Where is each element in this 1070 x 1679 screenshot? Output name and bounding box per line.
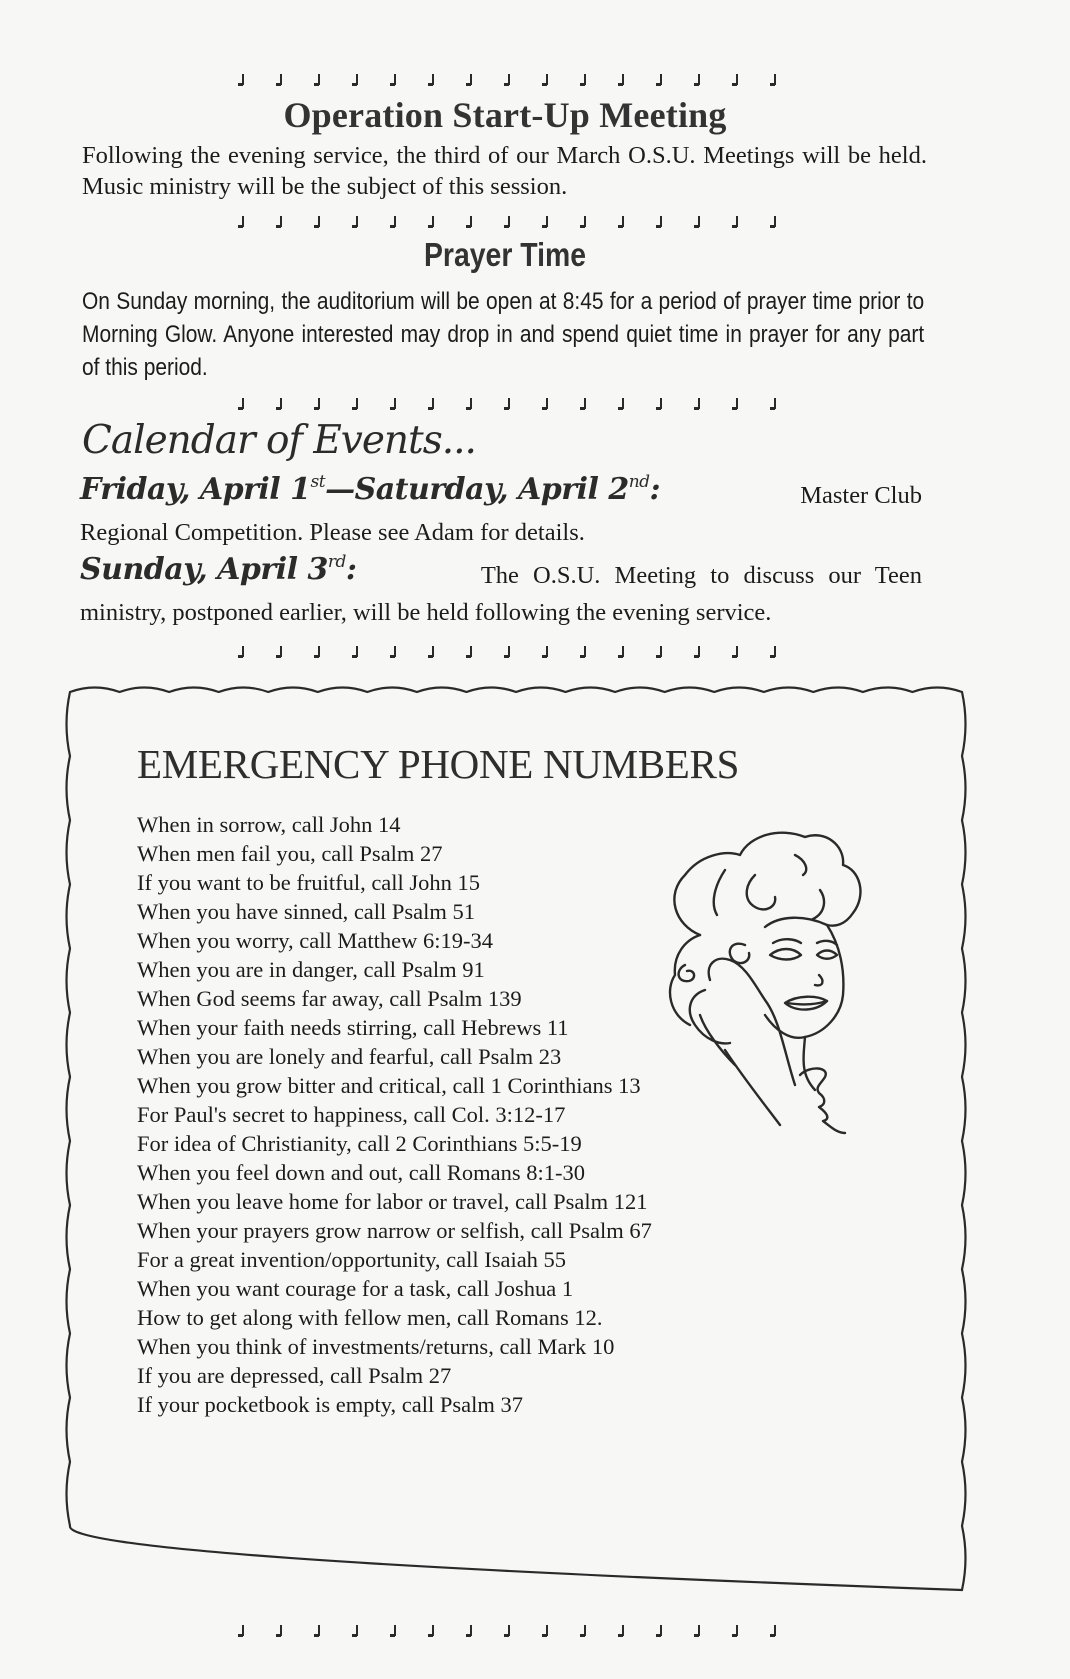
- music-note-icon: [428, 646, 436, 658]
- music-note-icon: [276, 646, 284, 658]
- music-note-icon: [694, 1625, 702, 1637]
- music-note-icon: [580, 398, 588, 410]
- emergency-list: [137, 810, 652, 1419]
- note-separator: [238, 66, 778, 86]
- music-note-icon: [466, 216, 474, 228]
- emergency-list-item: When you grow bitter and critical, call 1 Corinthians 13: [137, 1073, 641, 1098]
- music-note-icon: [656, 646, 664, 658]
- emergency-list-item: When men fail you, call Psalm 27: [137, 841, 443, 866]
- event-1-date-colon: :: [649, 472, 661, 507]
- music-note-icon: [542, 1625, 550, 1637]
- music-note-icon: [694, 398, 702, 410]
- event-1-text-line1: Master Club: [800, 482, 922, 509]
- music-note-icon: [466, 74, 474, 86]
- music-note-icon: [390, 216, 398, 228]
- music-note-icon: [428, 398, 436, 410]
- event-2-date-colon: :: [345, 552, 357, 587]
- music-note-icon: [732, 74, 740, 86]
- music-note-icon: [504, 216, 512, 228]
- music-note-icon: [732, 398, 740, 410]
- emergency-list-item: When in sorrow, call John 14: [137, 812, 401, 837]
- music-note-icon: [656, 398, 664, 410]
- music-note-icon: [352, 1625, 360, 1637]
- music-note-icon: [238, 216, 246, 228]
- music-note-icon: [618, 216, 626, 228]
- event-1-date: [80, 472, 660, 507]
- music-note-icon: [694, 646, 702, 658]
- calendar-title: Calendar of Events...: [82, 418, 476, 463]
- music-note-icon: [580, 74, 588, 86]
- emergency-list-item: When you worry, call Matthew 6:19-34: [137, 928, 493, 953]
- music-note-icon: [656, 74, 664, 86]
- music-note-icon: [504, 398, 512, 410]
- emergency-list-item: How to get along with fellow men, call Romans 12.: [137, 1305, 603, 1330]
- emergency-list-item: When you leave home for labor or travel, call Psalm 121: [137, 1189, 648, 1214]
- emergency-list-item: When you have sinned, call Psalm 51: [137, 899, 476, 924]
- music-note-icon: [580, 1625, 588, 1637]
- prayer-time-body: On Sunday morning, the auditorium will be open at 8:45 for a period of prayer time prior to Morning Glow. Anyone interested may drop in and spend quiet time in prayer for any part of this period.: [82, 288, 925, 381]
- music-note-icon: [504, 1625, 512, 1637]
- emergency-list-item: If your pocketbook is empty, call Psalm 37: [137, 1392, 523, 1417]
- calendar-event-2: [80, 552, 922, 587]
- music-note-icon: [352, 398, 360, 410]
- emergency-list-item: When you are in danger, call Psalm 91: [137, 957, 485, 982]
- note-separator: [238, 1617, 778, 1637]
- music-note-icon: [542, 398, 550, 410]
- music-note-icon: [694, 216, 702, 228]
- event-1-text-line2: Regional Competition. Please see Adam for details.: [80, 519, 585, 546]
- music-note-icon: [656, 1625, 664, 1637]
- music-note-icon: [352, 646, 360, 658]
- event-1-date-start-suffix: st: [310, 472, 326, 492]
- emergency-list-item: When your prayers grow narrow or selfish, call Psalm 67: [137, 1218, 652, 1243]
- emergency-list-item: For Paul's secret to happiness, call Col. 3:12-17: [137, 1102, 566, 1127]
- event-1-date-end: —Saturday, April 2: [325, 472, 629, 507]
- music-note-icon: [618, 646, 626, 658]
- music-note-icon: [352, 216, 360, 228]
- music-note-icon: [276, 216, 284, 228]
- music-note-icon: [314, 216, 322, 228]
- music-note-icon: [238, 1625, 246, 1637]
- emergency-list-item: When you think of investments/returns, call Mark 10: [137, 1334, 615, 1359]
- music-note-icon: [390, 398, 398, 410]
- music-note-icon: [694, 74, 702, 86]
- event-2-date-suffix: rd: [327, 552, 346, 572]
- emergency-list-item: When your faith needs stirring, call Hebrews 11: [137, 1015, 569, 1040]
- music-note-icon: [466, 398, 474, 410]
- music-note-icon: [732, 1625, 740, 1637]
- music-note-icon: [542, 646, 550, 658]
- music-note-icon: [390, 1625, 398, 1637]
- music-note-icon: [580, 216, 588, 228]
- music-note-icon: [276, 1625, 284, 1637]
- emergency-list-item: When you feel down and out, call Romans 8:1-30: [137, 1160, 586, 1185]
- prayer-time-title: Prayer Time: [423, 236, 586, 273]
- music-note-icon: [770, 74, 778, 86]
- music-note-icon: [542, 74, 550, 86]
- event-2-text-line2: ministry, postponed earlier, will be held following the evening service.: [80, 599, 772, 626]
- note-separator: [238, 390, 778, 410]
- music-note-icon: [770, 646, 778, 658]
- emergency-list-item: When God seems far away, call Psalm 139: [137, 986, 522, 1011]
- music-note-icon: [618, 1625, 626, 1637]
- event-2-date: [80, 552, 356, 587]
- event-1-date-end-suffix: nd: [628, 472, 650, 492]
- music-note-icon: [314, 398, 322, 410]
- music-note-icon: [618, 398, 626, 410]
- music-note-icon: [390, 74, 398, 86]
- emergency-list-item: When you are lonely and fearful, call Psalm 23: [137, 1044, 562, 1069]
- music-note-icon: [770, 398, 778, 410]
- music-note-icon: [352, 74, 360, 86]
- music-note-icon: [618, 74, 626, 86]
- music-note-icon: [314, 646, 322, 658]
- emergency-title: EMERGENCY PHONE NUMBERS: [137, 741, 740, 787]
- emergency-list-item: When you want courage for a task, call Joshua 1: [137, 1276, 574, 1301]
- music-note-icon: [428, 216, 436, 228]
- osu-meeting-body: Following the evening service, the third of our March O.S.U. Meetings will be held. Music ministry will be the subject of this session.: [82, 142, 927, 200]
- emergency-list-item: For a great invention/opportunity, call Isaiah 55: [137, 1247, 567, 1272]
- osu-meeting-title: Operation Start-Up Meeting: [283, 95, 727, 135]
- music-note-icon: [276, 398, 284, 410]
- calendar-event-1: [80, 472, 922, 507]
- music-note-icon: [542, 216, 550, 228]
- music-note-icon: [428, 74, 436, 86]
- music-note-icon: [276, 74, 284, 86]
- music-note-icon: [314, 1625, 322, 1637]
- music-note-icon: [504, 646, 512, 658]
- music-note-icon: [428, 1625, 436, 1637]
- music-note-icon: [466, 646, 474, 658]
- woman-on-telephone-illustration: [605, 815, 865, 1135]
- event-2-date-start: Sunday, April 3: [80, 552, 328, 587]
- music-note-icon: [504, 74, 512, 86]
- music-note-icon: [770, 1625, 778, 1637]
- music-note-icon: [732, 646, 740, 658]
- music-note-icon: [466, 1625, 474, 1637]
- music-note-icon: [238, 398, 246, 410]
- music-note-icon: [732, 216, 740, 228]
- note-separator: [238, 638, 778, 658]
- emergency-list-item: If you are depressed, call Psalm 27: [137, 1363, 452, 1388]
- music-note-icon: [656, 216, 664, 228]
- note-separator: [238, 208, 778, 228]
- emergency-list-item: For idea of Christianity, call 2 Corinthians 5:5-19: [137, 1131, 582, 1156]
- event-2-text-line1: The O.S.U. Meeting to discuss our Teen: [480, 562, 922, 589]
- music-note-icon: [238, 74, 246, 86]
- music-note-icon: [314, 74, 322, 86]
- emergency-list-item: If you want to be fruitful, call John 15: [137, 870, 481, 895]
- music-note-icon: [238, 646, 246, 658]
- event-1-date-start: Friday, April 1: [80, 472, 311, 507]
- music-note-icon: [770, 216, 778, 228]
- music-note-icon: [390, 646, 398, 658]
- music-note-icon: [580, 646, 588, 658]
